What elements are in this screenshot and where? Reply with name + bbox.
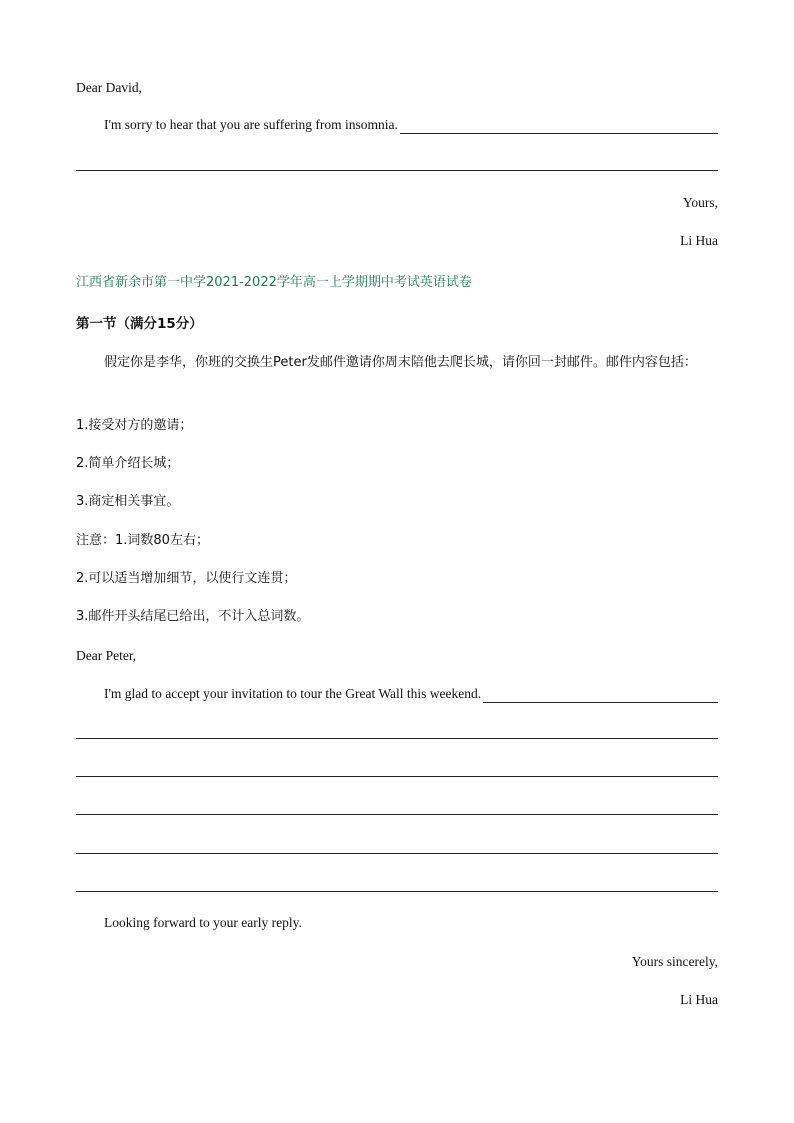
task-point-3: 3.商定相关事宜。 [76, 494, 180, 509]
letter1-opening: I'm sorry to hear that you are suffering from insomnia. [104, 117, 398, 132]
answer-line[interactable] [76, 853, 718, 854]
task-prompt: 假定你是李华，你班的交换生Peter发邮件邀请你周末陪他去爬长城，请你回一封邮件。邮件内容包括： [104, 355, 697, 370]
task-point-1: 1.接受对方的邀请； [76, 418, 193, 433]
answer-line[interactable] [76, 891, 718, 892]
letter1-salutation: Dear David, [76, 80, 142, 95]
note-1: 注意：1.词数80左右； [76, 533, 209, 548]
answer-blank[interactable] [483, 688, 718, 703]
note-2: 2.可以适当增加细节，以使行文连贯； [76, 571, 297, 586]
answer-line[interactable] [76, 738, 718, 739]
section-title: 第一节（满分15分） [76, 316, 203, 332]
letter2-closing: Yours sincerely, [631, 954, 718, 969]
answer-line[interactable] [76, 814, 718, 815]
letter1-opening-row [104, 116, 718, 134]
letter2-opening-row [104, 685, 718, 703]
letter2-opening: I'm glad to accept your invitation to tour the Great Wall this weekend. [104, 686, 482, 701]
letter1-closing: Yours, [682, 195, 718, 210]
letter2-closing-line: Looking forward to your early reply. [104, 915, 302, 930]
letter2-salutation: Dear Peter, [76, 648, 137, 663]
answer-blank[interactable] [400, 119, 718, 134]
answer-line[interactable] [76, 776, 718, 777]
letter1-signature: Li Hua [680, 233, 718, 248]
letter2-signature: Li Hua [680, 992, 718, 1007]
task-point-2: 2.简单介绍长城； [76, 456, 180, 471]
answer-line[interactable] [76, 170, 718, 171]
exam-source-title: 江西省新余市第一中学2021-2022学年高一上学期期中考试英语试卷 [76, 275, 472, 290]
note-3: 3.邮件开头结尾已给出，不计入总词数。 [76, 609, 310, 624]
